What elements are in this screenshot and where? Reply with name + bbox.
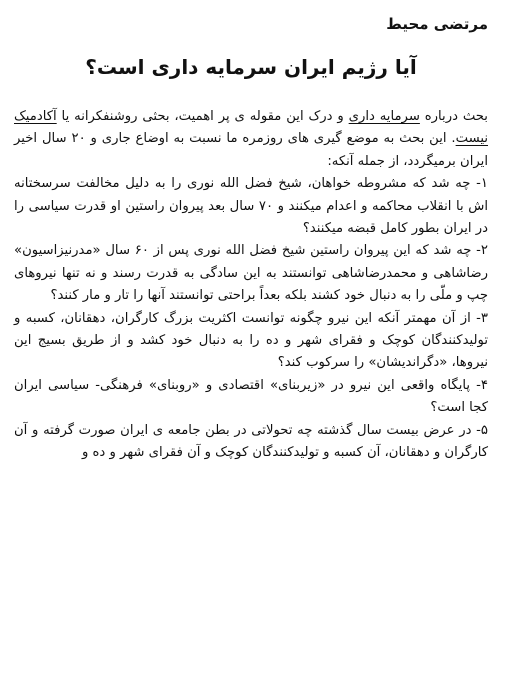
intro-text-3: . این بحث به موضع گیری های روزمره ما نسبت به اوضاع جاری و ۲۰ سال اخیر ایران برمیگردد، از جمله آنکه:: [14, 131, 488, 169]
underlined-term-capitalism: سرمایه داری: [348, 109, 420, 124]
underlined-term-academic: آکادمیک نیست: [14, 109, 488, 147]
article-title: آیا رژیم ایران سرمایه داری است؟: [85, 55, 417, 79]
question-3: ۳- از آن مهمتر آنکه این نیرو چگونه توانست اکثریت بزرگ کارگران، دهقانان، کسبه و تولیدکنندگان کوچک و فقرای شهر و ده را به دنبال خود کشد و از طریق بسیج این نیروها، «دگراندیشان» را سرکوب کند؟: [14, 310, 488, 371]
intro-paragraph: [14, 106, 488, 173]
author-name: مرتضی محیط: [386, 15, 488, 33]
intro-text-1: بحث درباره: [419, 109, 488, 124]
question-2: ۲- چه شد که این پیروان راستین شیخ فضل الله نوری پس از ۶۰ سال «مدرنیزاسیون» رضاشاهی و محمدرضاشاهی توانستند به این سادگی به قدرت رسند و نه تنها نیروهای چپ و ملّی را به دنبال خود کشند بلکه بعداً براحتی توانستند آنها را تار و مار کنند؟: [14, 243, 489, 304]
intro-text-2: و درک این مقوله ی پر اهمیت، بحثی روشنفکرانه یا: [56, 109, 349, 124]
question-1: ۱- چه شد که مشروطه خواهان، شیخ فضل الله نوری را به دلیل مخالفت سرسختانه اش با انقلاب محاکمه و اعدام میکنند و ۷۰ سال بعد پیروان راستین او قدرت سیاسی را در ایران بطور کامل قبضه میکنند؟: [14, 176, 488, 237]
question-5: ۵- در عرض بیست سال گذشته چه تحولاتی در بطن جامعه ی ایران صورت گرفته و آن کارگران و دهقانان، آن کسبه و تولیدکنندگان کوچک و آن فقرای شهر و ده و: [14, 422, 488, 461]
question-4: ۴- پایگاه واقعی این نیرو در «زیربنای» اقتصادی و «روبنای» فرهنگی- سیاسی ایران کجا است؟: [14, 377, 488, 416]
